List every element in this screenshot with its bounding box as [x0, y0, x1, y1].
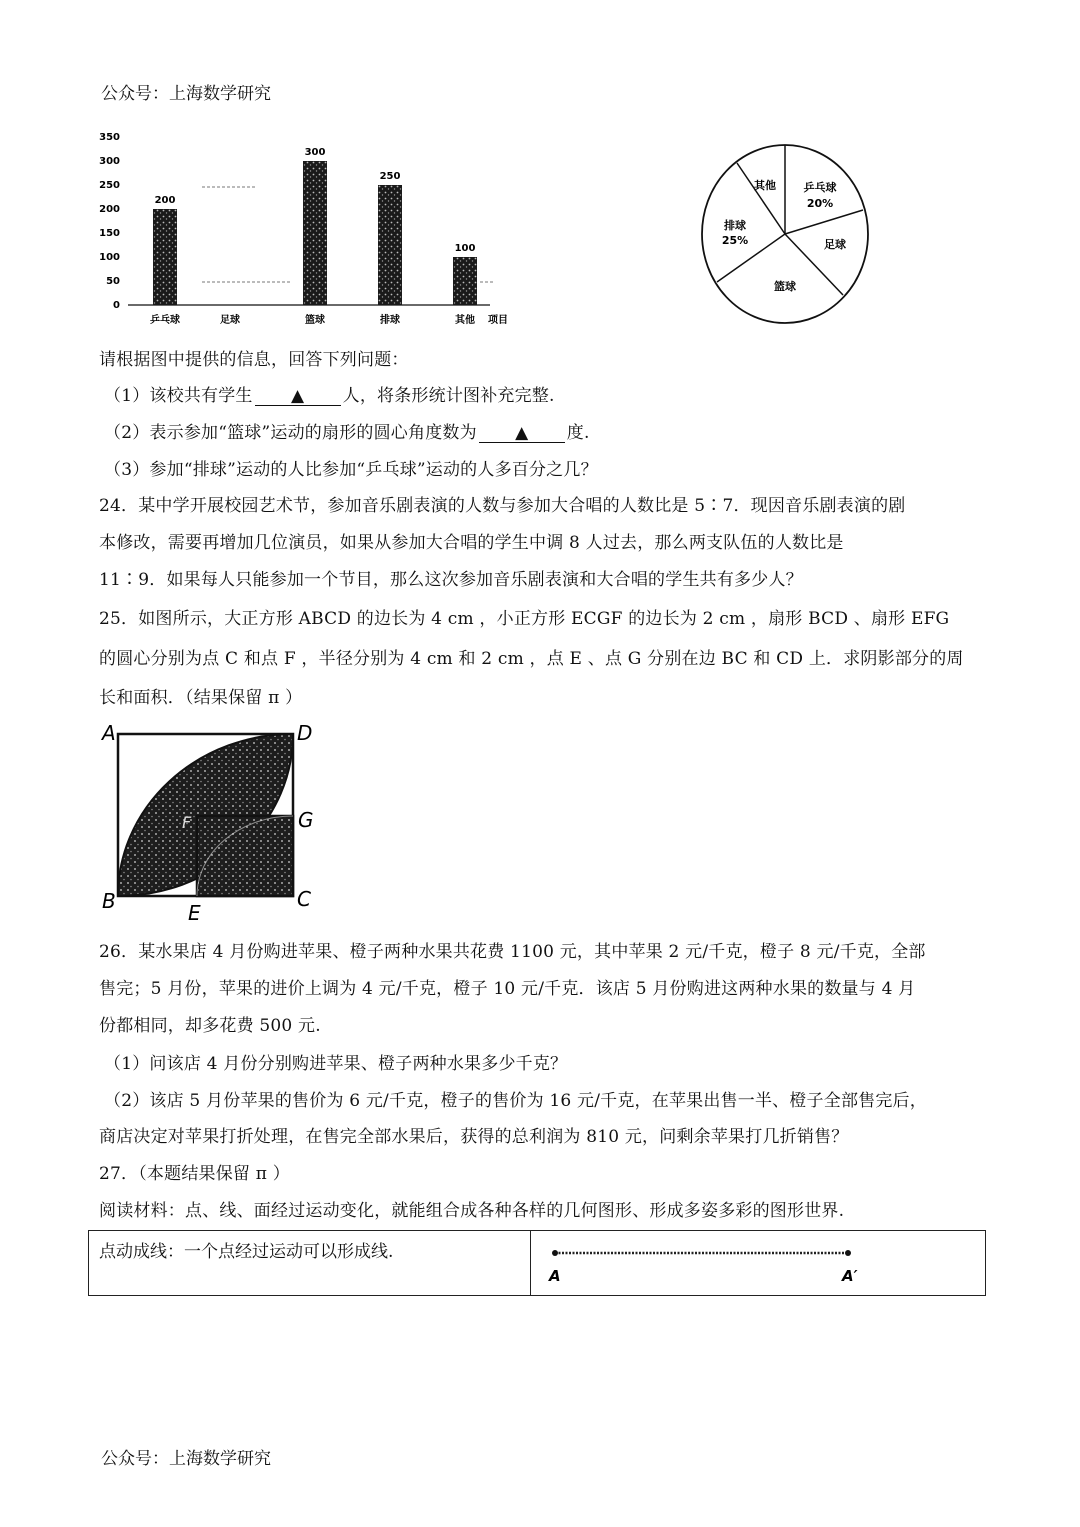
answer-blank[interactable]: ▲ — [255, 387, 341, 406]
y-tick-label: 200 — [99, 204, 120, 215]
q23-part1: （1）该校共有学生 ▲ 人，将条形统计图补充完整. — [104, 386, 555, 406]
x-axis-label: 项目 — [488, 315, 508, 326]
pie-label-football: 足球 — [824, 238, 846, 251]
square-figure — [98, 720, 318, 925]
q26-part2-line1: （2）该店 5 月份苹果的售价为 6 元/千克，橙子的售价为 16 元/千克，在苹果出售一半、橙子全部售完后， — [104, 1091, 927, 1111]
q26-line2: 售完；5 月份，苹果的进价上调为 4 元/千克，橙子 10 元/千克．该店 5 月份购进这两种水果的数量与 4 月 — [99, 979, 916, 999]
category-label: 篮球 — [305, 315, 325, 326]
bar-value-label: 200 — [154, 195, 176, 206]
category-label: 排球 — [380, 315, 400, 326]
bar-value-label: 250 — [379, 171, 401, 182]
q24-line2: 本修改，需要再增加几位演员，如果从参加大合唱的学生中调 8 人过去，那么两支队伍的人数比是 — [99, 533, 844, 553]
pie-label-basketball: 篮球 — [774, 280, 796, 293]
q27-reading: 阅读材料：点、线、面经过运动变化，就能组合成各种各样的几何图形、形成多姿多彩的图形世界. — [99, 1201, 845, 1221]
q25-line3: 长和面积．（结果保留 π ） — [99, 688, 303, 708]
category-label: 其他 — [455, 315, 475, 326]
table-cell-text: 点动成线：一个点经过运动可以形成线. — [89, 1231, 531, 1295]
bar — [378, 185, 402, 305]
svg-text:A′: A′ — [842, 1267, 858, 1285]
category-label: 乒乓球 — [150, 315, 180, 326]
reading-table — [88, 1230, 986, 1296]
q23-part2: （2）表示参加“篮球”运动的扇形的圆心角度数为 ▲ 度. — [104, 423, 590, 443]
q24-line3: 11∶9．如果每人只能参加一个节目，那么这次参加音乐剧表演和大合唱的学生共有多少人？ — [99, 570, 803, 590]
y-tick-label: 100 — [99, 252, 120, 263]
q26-line1: 26．某水果店 4 月份购进苹果、橙子两种水果共花费 1100 元，其中苹果 2 元/千克，橙子 8 元/千克，全部 — [99, 942, 926, 962]
pie-value-pingpong: 20% — [806, 197, 834, 210]
bar — [153, 209, 177, 305]
bar-chart — [90, 125, 530, 330]
svg-text:G: G — [298, 808, 314, 832]
svg-text:F: F — [182, 813, 192, 832]
svg-text:E: E — [188, 901, 201, 925]
pie-label-volleyball: 排球 — [724, 219, 746, 232]
header-text: 公众号：上海数学研究 — [101, 84, 271, 104]
bar-value-label: 100 — [454, 243, 476, 254]
footer-text: 公众号：上海数学研究 — [101, 1449, 271, 1469]
q27-title: 27．（本题结果保留 π ） — [99, 1164, 290, 1184]
q25-line2: 的圆心分别为点 C 和点 F ，半径分别为 4 cm 和 2 cm ，点 E 、点 G 分别在边 BC 和 CD 上．求阴影部分的周 — [99, 649, 964, 669]
bar-value-label: 300 — [304, 147, 326, 158]
q26-part1: （1）问该店 4 月份分别购进苹果、橙子两种水果多少千克？ — [104, 1054, 568, 1074]
y-tick-label: 350 — [99, 132, 120, 143]
bar — [303, 161, 327, 305]
q23-part3: （3）参加“排球”运动的人比参加“乒乓球”运动的人多百分之几？ — [104, 460, 598, 480]
y-tick-label: 250 — [99, 180, 120, 191]
pie-value-volleyball: 25% — [721, 234, 749, 247]
answer-blank[interactable]: ▲ — [479, 424, 565, 443]
category-label: 足球 — [220, 315, 240, 326]
y-tick-label: 150 — [99, 228, 120, 239]
pie-label-pingpong: 乒乓球 — [803, 181, 837, 194]
q24-line1: 24．某中学开展校园艺术节，参加音乐剧表演的人数与参加大合唱的人数比是 5∶7．现因音乐剧表演的剧 — [99, 496, 906, 516]
svg-text:A: A — [102, 721, 116, 745]
q26-line3: 份都相同，却多花费 500 元. — [99, 1016, 321, 1036]
y-tick-label: 0 — [113, 300, 120, 311]
pie-chart — [695, 140, 875, 330]
svg-text:B: B — [102, 889, 116, 913]
svg-text:D: D — [297, 721, 313, 745]
y-tick-label: 50 — [106, 276, 120, 287]
svg-text:C: C — [297, 887, 311, 911]
bar — [453, 257, 477, 305]
q25-line1: 25．如图所示，大正方形 ABCD 的边长为 4 cm ，小正方形 ECGF 的边长为 2 cm ，扇形 BCD 、扇形 EFG — [99, 609, 950, 629]
q26-part2-line2: 商店决定对苹果打折处理，在售完全部水果后，获得的总利润为 810 元，问剩余苹果打几折销售？ — [99, 1127, 849, 1147]
point-to-line-figure — [539, 1239, 869, 1289]
q23-intro: 请根据图中提供的信息，回答下列问题： — [99, 350, 409, 370]
svg-text:A: A — [549, 1267, 561, 1285]
pie-label-other: 其他 — [754, 179, 776, 192]
y-tick-label: 300 — [99, 156, 120, 167]
